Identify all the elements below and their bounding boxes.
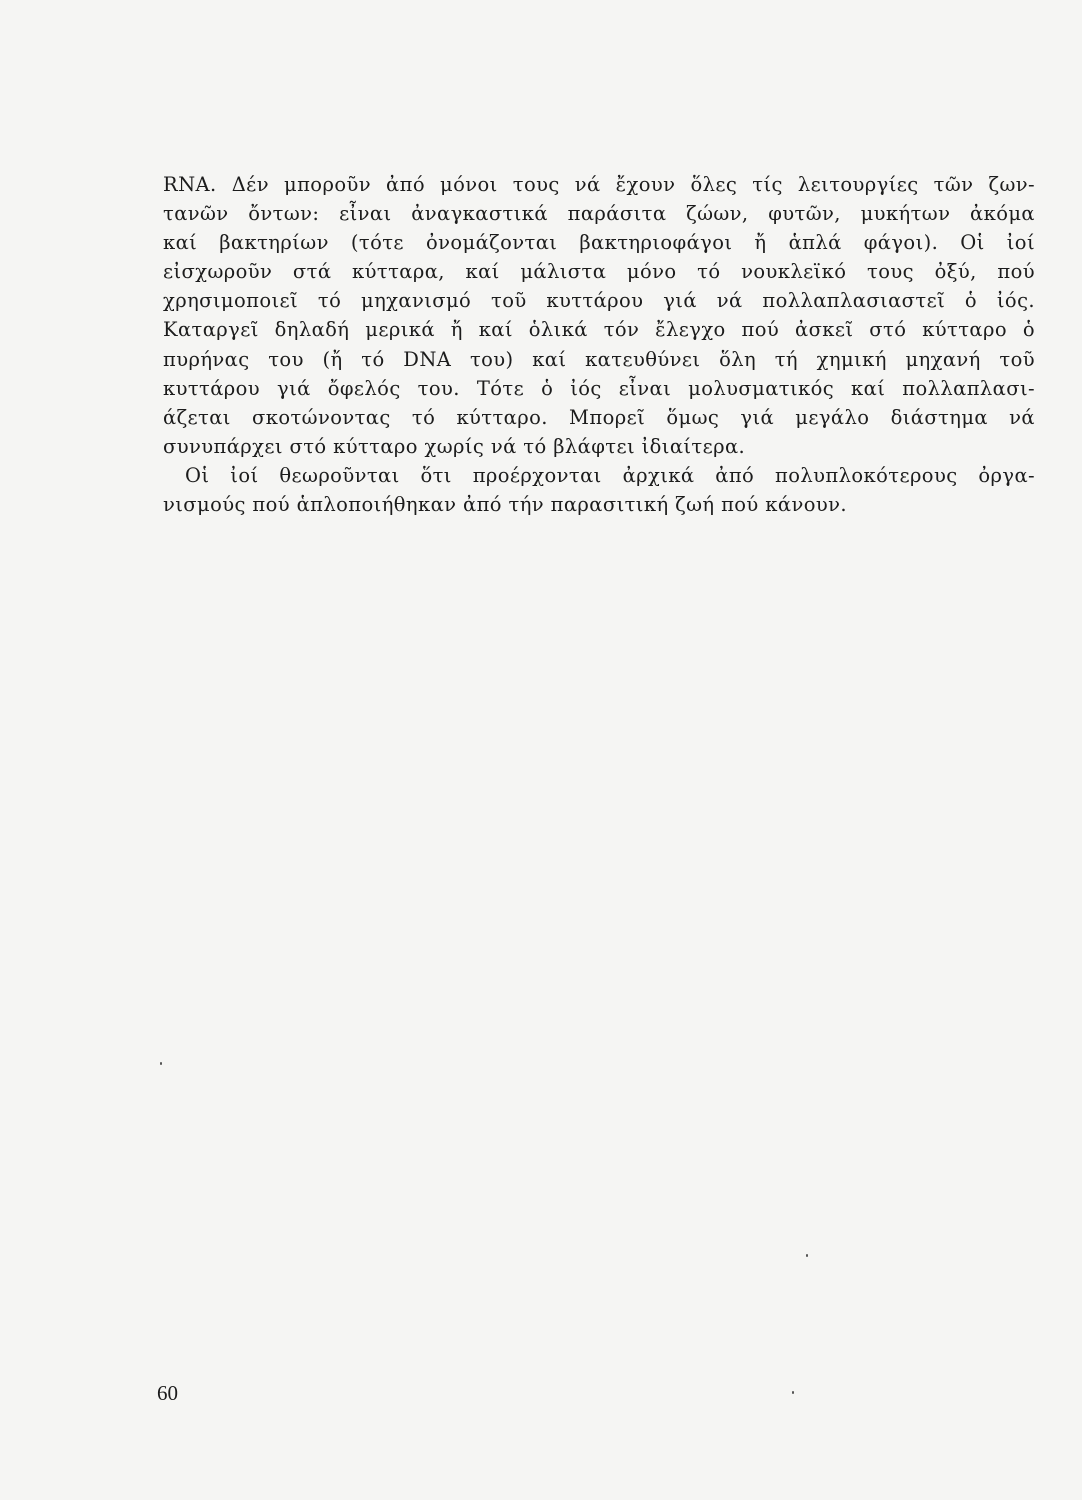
scan-speck — [160, 1062, 162, 1065]
scan-speck — [792, 1391, 794, 1394]
text-line: καί βακτηρίων (τότε ὀνομάζονται βακτηριοφάγοι ἤ ἁπλά φάγοι). Οἱ ἰοί — [163, 231, 1035, 255]
text-line: άζεται σκοτώνοντας τό κύτταρο. Μπορεῖ ὅμως γιά μεγάλο διάστημα νά — [163, 405, 1035, 429]
body-text — [163, 170, 1035, 519]
text-line: τανῶν ὄντων: εἶναι ἀναγκαστικά παράσιτα ζώων, φυτῶν, μυκήτων ἀκόμα — [163, 202, 1035, 226]
paragraph-2 — [163, 461, 1035, 519]
text-line: Οἱ ἰοί θεωροῦνται ὅτι προέρχονται ἀρχικά ἀπό πολυπλοκότερους ὀργα- — [185, 463, 1035, 487]
text-line: RNA. Δέν μποροῦν ἀπό μόνοι τους νά ἔχουν ὅλες τίς λειτουργίες τῶν ζων- — [163, 173, 1035, 196]
text-line: κυττάρου γιά ὄφελός του. Τότε ὁ ἰός εἶναι μολυσματικός καί πολλαπλασι- — [163, 376, 1035, 400]
text-line: πυρήνας του (ἤ τό DNA του) καί κατευθύνει ὅλη τή χημική μηχανή τοῦ — [163, 347, 1035, 371]
text-line: συνυπάρχει στό κύτταρο χωρίς νά τό βλάφτει ἰδιαίτερα. — [163, 434, 746, 458]
paragraph-1 — [163, 170, 1035, 461]
page-number: 60 — [157, 1381, 178, 1405]
text-line: Καταργεῖ δηλαδή μερικά ἤ καί ὁλικά τόν ἔλεγχο πού ἀσκεῖ στό κύτταρο ὁ — [163, 318, 1035, 342]
text-line: χρησιμοποιεῖ τό μηχανισμό τοῦ κυττάρου γιά νά πολλαπλασιαστεῖ ὁ ἰός. — [163, 289, 1035, 313]
text-line: νισμούς πού ἁπλοποιήθηκαν ἀπό τήν παρασιτική ζωή πού κάνουν. — [163, 493, 847, 517]
scan-speck — [806, 1254, 808, 1257]
text-line: εἰσχωροῦν στά κύτταρα, καί μάλιστα μόνο τό νουκλεϊκό τους ὀξύ, πού — [163, 260, 1035, 284]
